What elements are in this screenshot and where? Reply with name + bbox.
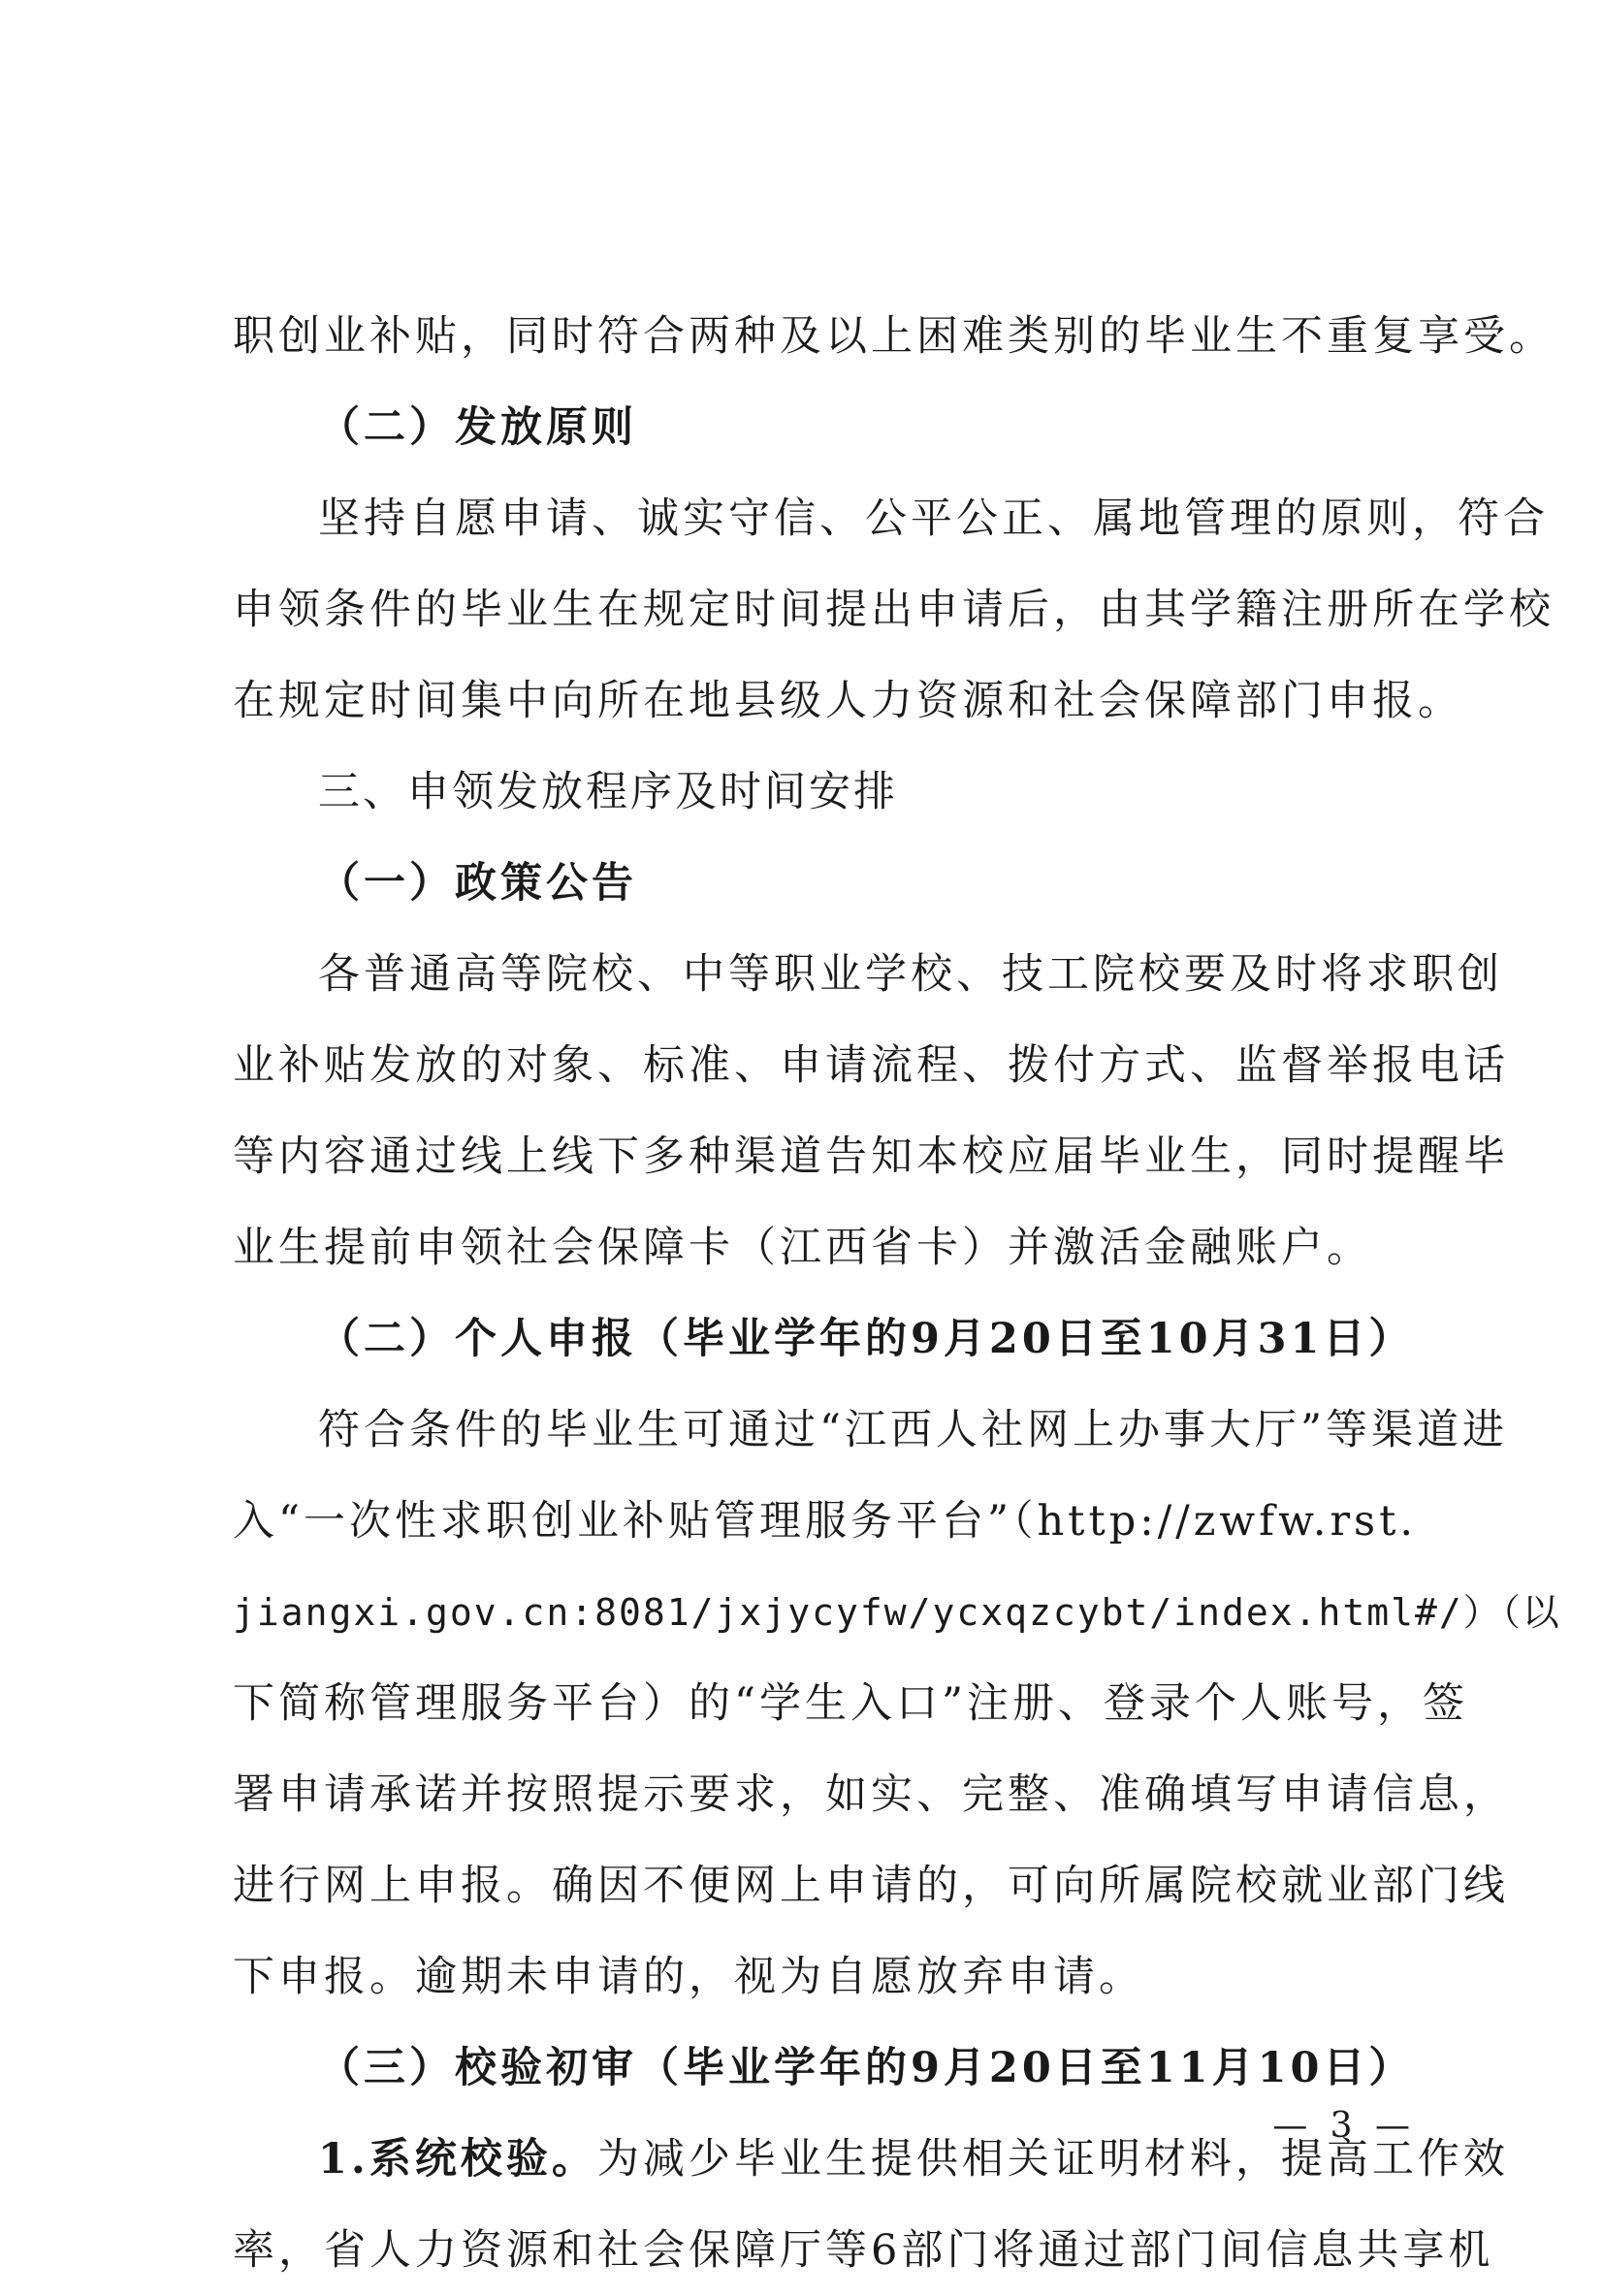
section-heading-distribution-principle: （二）发放原则 [318,403,637,452]
section-heading-personal-application: （二）个人申报（毕业学年的9月20日至10月31日） [318,1315,1415,1363]
paragraph-line: 业生提前申领社会保障卡（江西省卡）并激活金融账户。 [233,1224,1372,1272]
paragraph-line: 坚持自愿申请、诚实守信、公平公正、属地管理的原则，符合 [318,494,1549,543]
paragraph-line: 署申请承诺并按照提示要求，如实、完整、准确填写申请信息， [233,1770,1509,1819]
page-number: — 3 — [1272,2106,1416,2146]
body-text [233,291,1561,2296]
paragraph-line: 业补贴发放的对象、标准、申请流程、拨付方式、监督举报电话 [233,1041,1509,1090]
paragraph-line: 各普通高等院校、中等职业学校、技工院校要及时将求职创 [318,950,1503,999]
paragraph-line: 下申报。逾期未申请的，视为自愿放弃申请。 [233,1953,1144,2001]
paragraph-text: 为减少毕业生提供相关证明材料，提高工作效 [596,2135,1509,2184]
section-heading-verification: （三）校验初审（毕业学年的9月20日至11月10日） [318,2044,1415,2092]
paragraph-line: 等内容通过线上线下多种渠道告知本校应届毕业生，同时提醒毕 [233,1132,1509,1181]
paragraph-line: 符合条件的毕业生可通过“江西人社网上办事大厅”等渠道进 [318,1406,1508,1454]
chapter-heading-procedure: 三、申领发放程序及时间安排 [318,768,898,816]
paragraph-line-url: jiangxi.gov.cn:8081/jxjycyfw/ycxqzcybt/index.html#/）（以 [233,1591,1561,1634]
paragraph-line-system-check [233,2114,1509,2205]
section-heading-policy-notice: （一）政策公告 [318,859,637,908]
subsection-label-system-check: 1.系统校验。 [318,2135,597,2184]
paragraph-line: 进行网上申报。确因不便网上申请的，可向所属院校就业部门线 [233,1862,1509,1910]
paragraph-line: 率，省人力资源和社会保障厅等6部门将通过部门间信息共享机 [233,2226,1494,2275]
paragraph-line: 在规定时间集中向所在地县级人力资源和社会保障部门申报。 [233,677,1463,725]
paragraph-line: 入“一次性求职创业补贴管理服务平台”（http://zwfw.rst. [233,1497,1418,1546]
paragraph-line: 下简称管理服务平台）的“学生入口”注册、登录个人账号，签 [233,1679,1468,1728]
paragraph-line: 职创业补贴，同时符合两种及以上困难类别的毕业生不重复享受。 [233,312,1555,361]
paragraph-line: 申领条件的毕业生在规定时间提出申请后，由其学籍注册所在学校 [233,586,1555,634]
